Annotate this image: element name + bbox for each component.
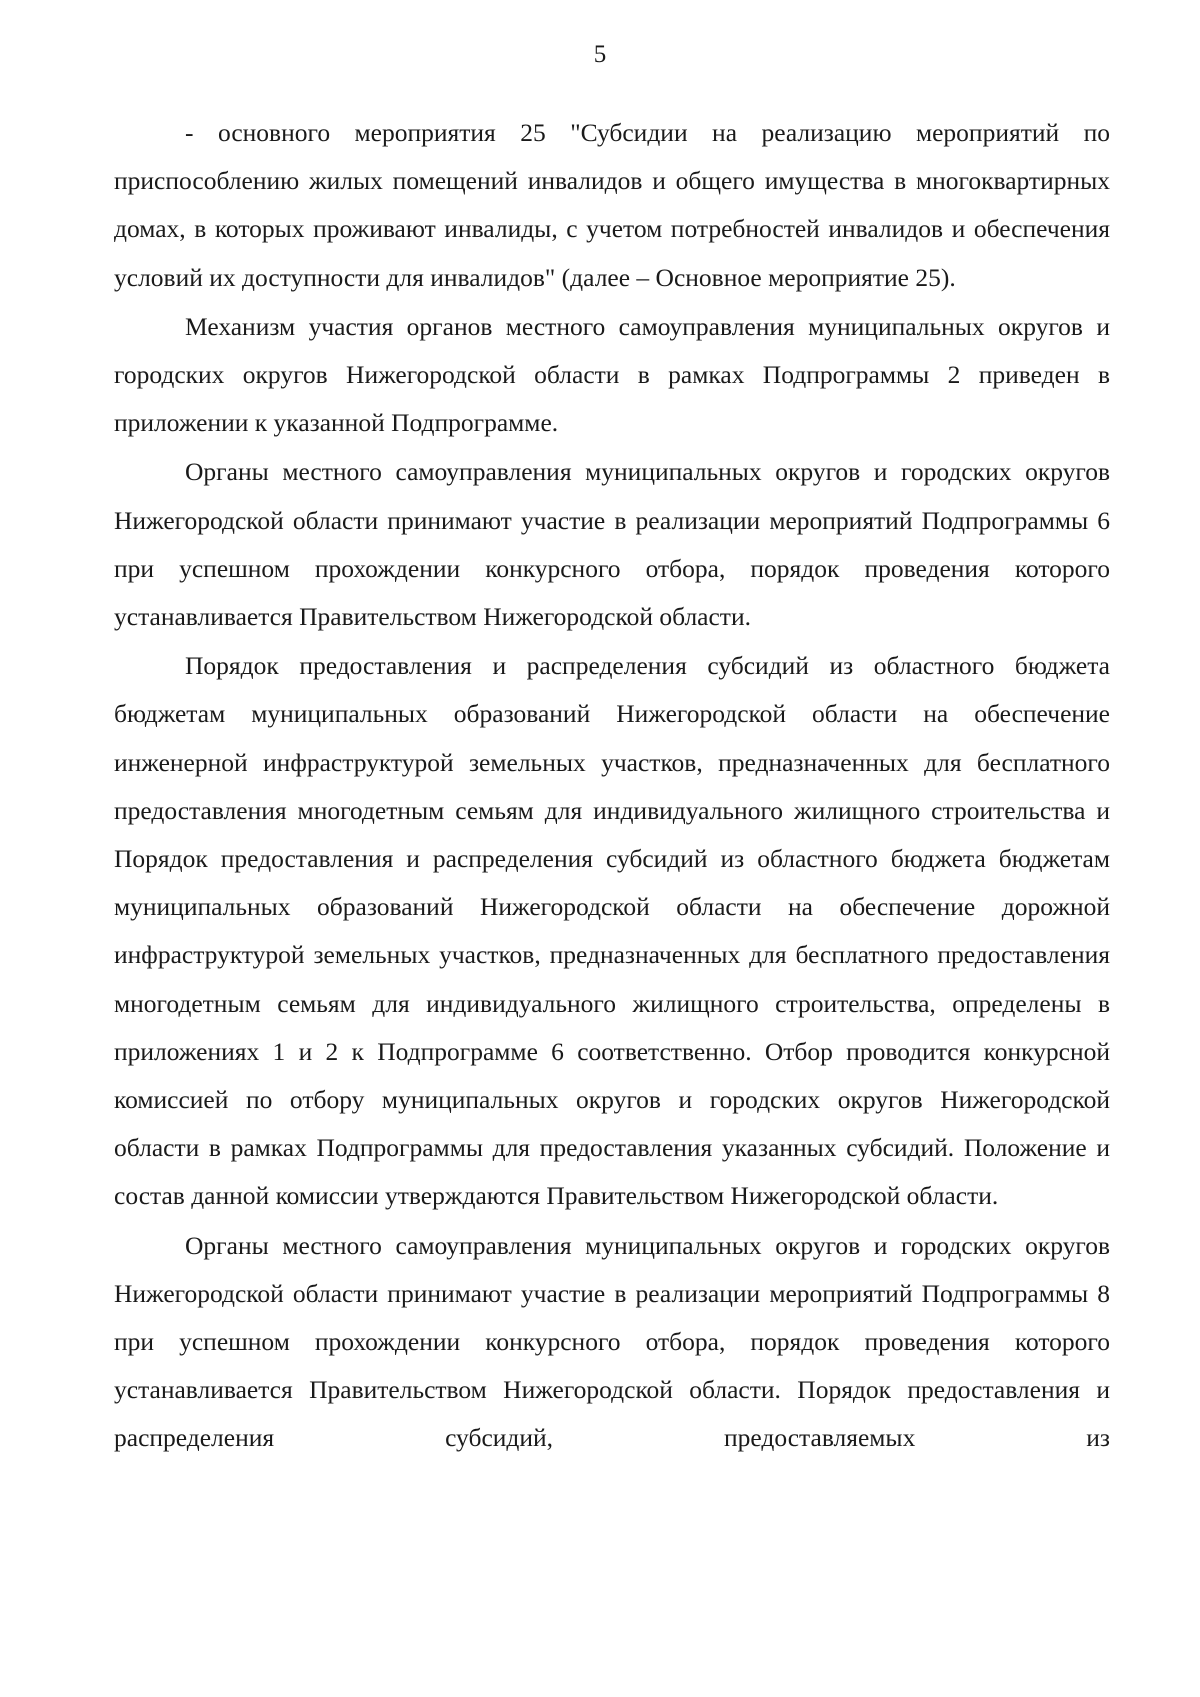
paragraph-subprogram-8-participation: Органы местного самоуправления муниципальных округов и городских округов Нижегородской области принимают участие в реализации мероприятий Подпрограммы 8 при успешном прохождении конкурсного отбора, порядок проведения которого устанавливается Правительством Нижегородской области. Порядок предоставления и распределения субсидий, предоставляемых из	[114, 1230, 1110, 1453]
paragraph-subsidy-procedure: Порядок предоставления и распределения субсидий из областного бюджета бюджетам муниципальных образований Нижегородской области на обеспечение инженерной инфраструктурой земельных участков, предназначенных для бесплатного предоставления многодетным семьям для индивидуального жилищного строительства и Порядок предоставления и распределения субсидий из областного бюджета бюджетам муниципальных образований Нижегородской области на обеспечение дорожной инфраструктурой земельных участков, предназначенных для бесплатного предоставления многодетным семьям для индивидуального жилищного строительства, определены в приложениях 1 и 2 к Подпрограмме 6 соответственно. Отбор проводится конкурсной комиссией по отбору муниципальных округов и городских округов Нижегородской области в рамках Подпрограммы для предоставления указанных субсидий. Положение и состав данной комиссии утверждаются Правительством Нижегородской области.	[114, 651, 1110, 1211]
paragraph-main-event-25: - основного мероприятия 25 "Субсидии на реализацию мероприятий по приспособлению жилых помещений инвалидов и общего имущества в многоквартирных домах, в которых проживают инвалиды, с учетом потребностей инвалидов и обеспечения условий их доступности для инвалидов" (далее – Основное мероприятие 25).	[114, 118, 1110, 292]
document-body	[114, 109, 1110, 1463]
page-number: 5	[593, 41, 607, 68]
paragraph-subprogram-6-participation: Органы местного самоуправления муниципальных округов и городских округов Нижегородской области принимают участие в реализации мероприятий Подпрограммы 6 при успешном прохождении конкурсного отбора, порядок проведения которого устанавливается Правительством Нижегородской области.	[114, 457, 1110, 632]
paragraph-subprogram-2-mechanism: Механизм участия органов местного самоуправления муниципальных округов и городских округов Нижегородской области в рамках Подпрограммы 2 приведен в приложении к указанной Подпрограмме.	[114, 311, 1110, 438]
